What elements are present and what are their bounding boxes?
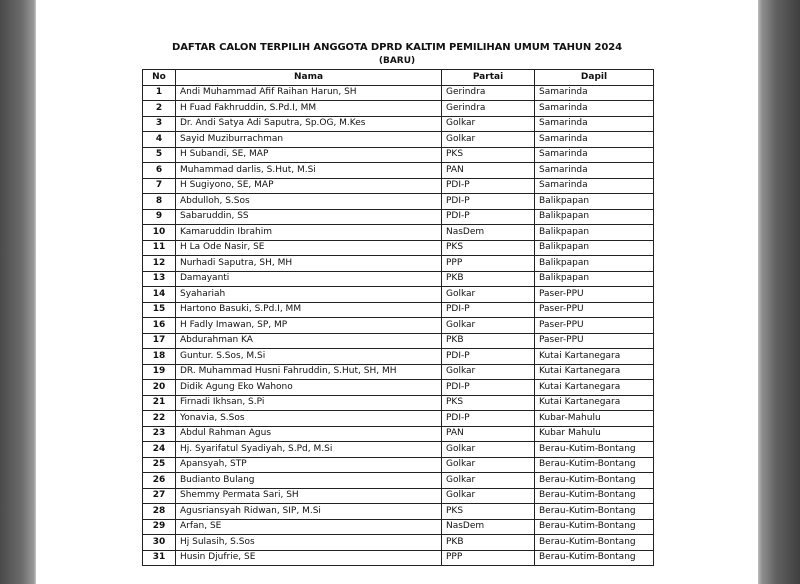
column-header-dapil: Dapil (535, 70, 654, 86)
cell-partai: Gerindra (442, 101, 535, 117)
cell-nama: Hj Sulasih, S.Sos (176, 535, 442, 551)
cell-partai: PAN (442, 163, 535, 179)
table-row (143, 209, 654, 225)
cell-nama: Didik Agung Eko Wahono (176, 380, 442, 396)
table-row (143, 364, 654, 380)
cell-dapil: Kutai Kartanegara (535, 364, 654, 380)
cell-partai: PPP (442, 550, 535, 566)
table-row (143, 163, 654, 179)
cell-no: 17 (143, 333, 176, 349)
cell-nama: Firnadi Ikhsan, S.Pi (176, 395, 442, 411)
cell-no: 25 (143, 457, 176, 473)
column-header-no: No (143, 70, 176, 86)
cell-no: 23 (143, 426, 176, 442)
cell-no: 31 (143, 550, 176, 566)
cell-partai: PDI-P (442, 209, 535, 225)
table-row (143, 194, 654, 210)
cell-dapil: Berau-Kutim-Bontang (535, 488, 654, 504)
cell-nama: Dr. Andi Satya Adi Saputra, Sp.OG, M.Kes (176, 116, 442, 132)
cell-dapil: Samarinda (535, 132, 654, 148)
cell-dapil: Balikpapan (535, 225, 654, 241)
cell-dapil: Paser-PPU (535, 333, 654, 349)
table-row (143, 426, 654, 442)
cell-no: 10 (143, 225, 176, 241)
cell-nama: Sabaruddin, SS (176, 209, 442, 225)
cell-partai: NasDem (442, 519, 535, 535)
table-row (143, 380, 654, 396)
cell-no: 21 (143, 395, 176, 411)
cell-no: 6 (143, 163, 176, 179)
cell-partai: PPP (442, 256, 535, 272)
table-row (143, 147, 654, 163)
cell-no: 28 (143, 504, 176, 520)
cell-no: 7 (143, 178, 176, 194)
cell-dapil: Samarinda (535, 116, 654, 132)
cell-no: 14 (143, 287, 176, 303)
cell-dapil: Kubar Mahulu (535, 426, 654, 442)
cell-no: 18 (143, 349, 176, 365)
document-title: DAFTAR CALON TERPILIH ANGGOTA DPRD KALTIM PEMILIHAN UMUM TAHUN 2024 (172, 42, 622, 53)
cell-partai: PDI-P (442, 178, 535, 194)
cell-no: 22 (143, 411, 176, 427)
cell-partai: Golkar (442, 442, 535, 458)
cell-no: 26 (143, 473, 176, 489)
table-row (143, 318, 654, 334)
table-body (143, 85, 654, 566)
table-row (143, 457, 654, 473)
cell-nama: H Fuad Fakhruddin, S.Pd.I, MM (176, 101, 442, 117)
cell-partai: NasDem (442, 225, 535, 241)
cell-dapil: Berau-Kutim-Bontang (535, 550, 654, 566)
cell-no: 16 (143, 318, 176, 334)
cell-nama: Apansyah, STP (176, 457, 442, 473)
table-row (143, 271, 654, 287)
viewer-background-left (0, 0, 36, 584)
cell-dapil: Samarinda (535, 101, 654, 117)
cell-no: 3 (143, 116, 176, 132)
cell-nama: Syahariah (176, 287, 442, 303)
cell-dapil: Samarinda (535, 85, 654, 101)
cell-nama: Muhammad darlis, S.Hut, M.Si (176, 163, 442, 179)
cell-nama: Hj. Syarifatul Syadiyah, S.Pd, M.Si (176, 442, 442, 458)
cell-no: 8 (143, 194, 176, 210)
cell-nama: Guntur. S.Sos, M.Si (176, 349, 442, 365)
cell-nama: Abdul Rahman Agus (176, 426, 442, 442)
table-row (143, 550, 654, 566)
cell-partai: PDI-P (442, 411, 535, 427)
cell-nama: H La Ode Nasir, SE (176, 240, 442, 256)
cell-dapil: Balikpapan (535, 209, 654, 225)
table-row (143, 132, 654, 148)
cell-no: 4 (143, 132, 176, 148)
table-row (143, 101, 654, 117)
cell-dapil: Berau-Kutim-Bontang (535, 442, 654, 458)
cell-partai: PDI-P (442, 194, 535, 210)
table-row (143, 411, 654, 427)
table-row (143, 287, 654, 303)
cell-nama: Shemmy Permata Sari, SH (176, 488, 442, 504)
cell-nama: Husin Djufrie, SE (176, 550, 442, 566)
table-row (143, 333, 654, 349)
cell-nama: Abdurahman KA (176, 333, 442, 349)
cell-dapil: Berau-Kutim-Bontang (535, 457, 654, 473)
cell-nama: Budianto Bulang (176, 473, 442, 489)
cell-no: 29 (143, 519, 176, 535)
cell-dapil: Balikpapan (535, 271, 654, 287)
cell-partai: PKB (442, 271, 535, 287)
table-row (143, 395, 654, 411)
cell-partai: Golkar (442, 318, 535, 334)
cell-nama: H Fadly Imawan, SP, MP (176, 318, 442, 334)
cell-partai: PKB (442, 535, 535, 551)
cell-nama: Yonavia, S.Sos (176, 411, 442, 427)
table-row (143, 225, 654, 241)
cell-nama: Arfan, SE (176, 519, 442, 535)
table-row (143, 504, 654, 520)
cell-nama: Nurhadi Saputra, SH, MH (176, 256, 442, 272)
cell-dapil: Berau-Kutim-Bontang (535, 535, 654, 551)
cell-dapil: Balikpapan (535, 194, 654, 210)
cell-partai: PDI-P (442, 302, 535, 318)
cell-partai: Golkar (442, 457, 535, 473)
cell-partai: PDI-P (442, 380, 535, 396)
cell-no: 2 (143, 101, 176, 117)
cell-partai: Golkar (442, 488, 535, 504)
table-row (143, 349, 654, 365)
cell-dapil: Balikpapan (535, 256, 654, 272)
cell-nama: DR. Muhammad Husni Fahruddin, S.Hut, SH, MH (176, 364, 442, 380)
cell-no: 19 (143, 364, 176, 380)
cell-partai: Golkar (442, 364, 535, 380)
cell-dapil: Kutai Kartanegara (535, 380, 654, 396)
cell-nama: Abdulloh, S.Sos (176, 194, 442, 210)
cell-dapil: Balikpapan (535, 240, 654, 256)
cell-partai: PAN (442, 426, 535, 442)
cell-partai: PKS (442, 240, 535, 256)
cell-nama: Sayid Muziburrachman (176, 132, 442, 148)
document-subtitle: (BARU) (378, 56, 416, 66)
cell-dapil: Kutai Kartanegara (535, 349, 654, 365)
column-header-nama: Nama (176, 70, 442, 86)
cell-dapil: Kubar-Mahulu (535, 411, 654, 427)
table-row (143, 85, 654, 101)
cell-dapil: Samarinda (535, 147, 654, 163)
cell-partai: Golkar (442, 473, 535, 489)
cell-partai: PKS (442, 395, 535, 411)
cell-no: 15 (143, 302, 176, 318)
table-row (143, 473, 654, 489)
cell-dapil: Samarinda (535, 178, 654, 194)
cell-partai: Golkar (442, 132, 535, 148)
table-row (143, 488, 654, 504)
cell-dapil: Kutai Kartanegara (535, 395, 654, 411)
cell-no: 20 (143, 380, 176, 396)
cell-dapil: Paser-PPU (535, 318, 654, 334)
cell-partai: Gerindra (442, 85, 535, 101)
table-row (143, 519, 654, 535)
cell-partai: Golkar (442, 287, 535, 303)
cell-partai: PKB (442, 333, 535, 349)
column-header-partai: Partai (442, 70, 535, 86)
cell-partai: PDI-P (442, 349, 535, 365)
cell-partai: PKS (442, 147, 535, 163)
cell-no: 1 (143, 85, 176, 101)
table-row (143, 442, 654, 458)
table-row (143, 256, 654, 272)
cell-nama: Kamaruddin Ibrahim (176, 225, 442, 241)
cell-dapil: Berau-Kutim-Bontang (535, 519, 654, 535)
cell-no: 13 (143, 271, 176, 287)
cell-nama: H Sugiyono, SE, MAP (176, 178, 442, 194)
table-row (143, 535, 654, 551)
table-row (143, 240, 654, 256)
cell-no: 24 (143, 442, 176, 458)
table-header-row (143, 70, 654, 86)
cell-no: 27 (143, 488, 176, 504)
cell-no: 12 (143, 256, 176, 272)
cell-dapil: Paser-PPU (535, 302, 654, 318)
viewer-background-right (758, 0, 800, 584)
cell-dapil: Samarinda (535, 163, 654, 179)
table-row (143, 178, 654, 194)
candidate-table (142, 69, 654, 566)
cell-dapil: Paser-PPU (535, 287, 654, 303)
cell-partai: Golkar (442, 116, 535, 132)
cell-no: 30 (143, 535, 176, 551)
cell-no: 9 (143, 209, 176, 225)
cell-nama: Agusriansyah Ridwan, SIP, M.Si (176, 504, 442, 520)
cell-no: 5 (143, 147, 176, 163)
cell-dapil: Berau-Kutim-Bontang (535, 473, 654, 489)
document-page (36, 0, 758, 584)
cell-nama: H Subandi, SE, MAP (176, 147, 442, 163)
cell-partai: PKS (442, 504, 535, 520)
table-row (143, 302, 654, 318)
cell-no: 11 (143, 240, 176, 256)
cell-dapil: Berau-Kutim-Bontang (535, 504, 654, 520)
table-row (143, 116, 654, 132)
cell-nama: Andi Muhammad Afif Raihan Harun, SH (176, 85, 442, 101)
cell-nama: Hartono Basuki, S.Pd.I, MM (176, 302, 442, 318)
cell-nama: Damayanti (176, 271, 442, 287)
